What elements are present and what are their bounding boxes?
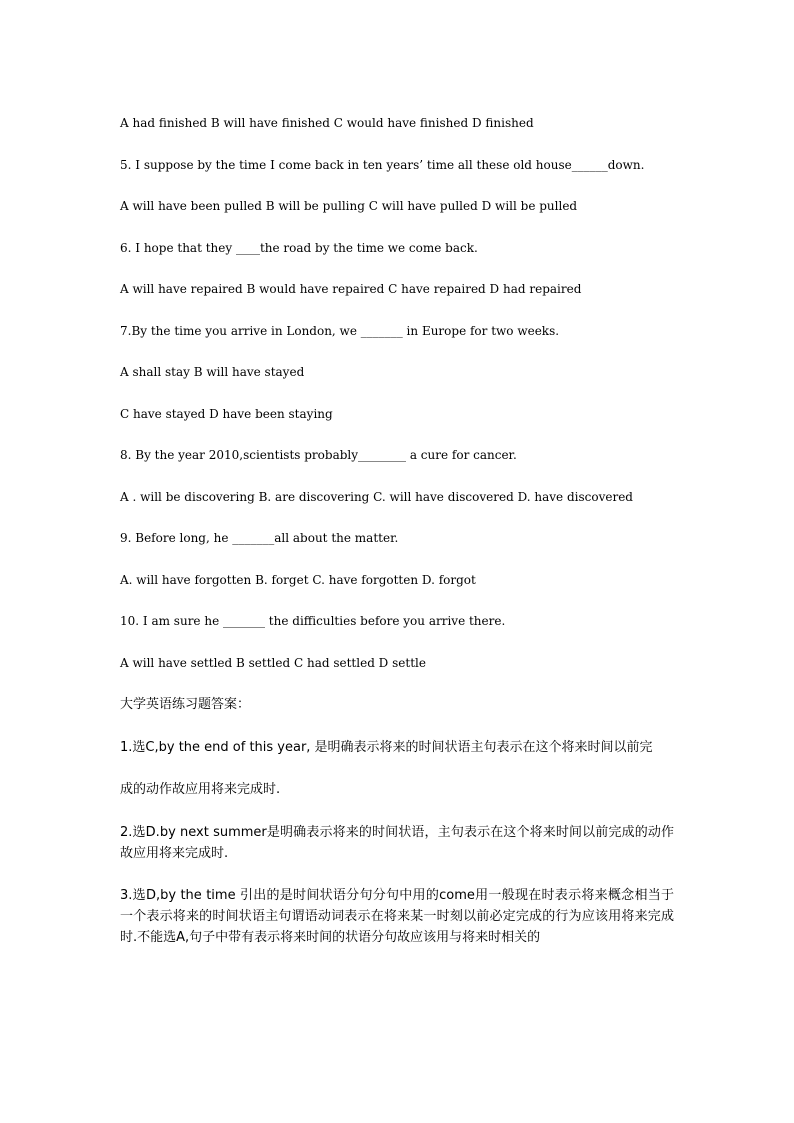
answer-options-q6: A will have repaired B would have repaired C have repaired D had repaired <box>120 282 582 296</box>
answer-explanation-1: 1.选C,by the end of this year, 是明确表示将来的时间状语主句表示在这个将来时间以前完 <box>120 739 653 755</box>
answer-explanation-1-continued: 成的动作故应用将来完成时. <box>120 782 281 797</box>
answer-options-q10: A will have settled B settled C had settled D settle <box>120 655 426 670</box>
question-8: 8. By the year 2010,scientists probably________ a cure for cancer. <box>120 448 517 462</box>
answer-explanation-2: 2.选D.by next summer是明确表示将来的时间状语，主句表示在这个将来时间以前完成的动作故应用将来完成时. <box>120 824 674 861</box>
answer-explanation-3: 3.选D,by the time 引出的是时间状语分句分句中用的come用一般现在时表示将来概念相当于一个表示将来的时间状语主句谓语动词表示在将来某一时刻以前必定完成的行为应该用将来完成时.不能选A,句子中带有表示将来时间的状语分句故应该用与将来时相关的 <box>120 888 674 945</box>
answer-options-q7-line1: A shall stay B will have stayed <box>120 365 305 379</box>
answer-options-q9: A. will have forgotten B. forget C. have forgotten D. forgot <box>120 572 476 587</box>
question-7: 7.By the time you arrive in London, we _______ in Europe for two weeks. <box>120 323 560 338</box>
document-page <box>120 113 674 970</box>
answers-heading: 大学英语练习题答案： <box>120 697 251 712</box>
question-10: 10. I am sure he _______ the difficulties before you arrive there. <box>120 614 506 628</box>
answer-options-q5: A will have been pulled B will be pulling C will have pulled D will be pulled <box>120 199 578 213</box>
question-5: 5. I suppose by the time I come back in ten years’ time all these old house______down. <box>120 157 645 172</box>
answer-options-q4: A had finished B will have finished C would have finished D finished <box>120 116 534 130</box>
answer-options-q8: A . will be discovering B. are discovering C. will have discovered D. have discovered <box>120 489 633 504</box>
question-6: 6. I hope that they ____the road by the time we come back. <box>120 240 478 255</box>
answer-options-q7-line2: C have stayed D have been staying <box>120 406 333 421</box>
question-9: 9. Before long, he _______all about the matter. <box>120 531 399 545</box>
